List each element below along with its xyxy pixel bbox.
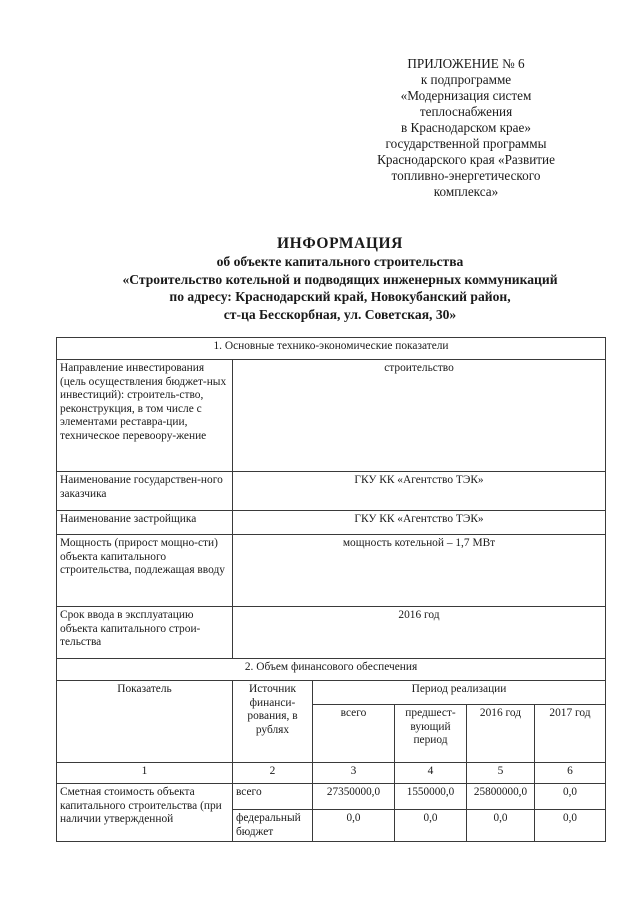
appendix-line: комплекса»	[433, 184, 499, 199]
commissioning-label: Срок ввода в эксплуатацию объекта капитального строи-тельства	[57, 607, 233, 659]
indicator-header: Показатель	[57, 681, 233, 763]
appendix-block	[360, 56, 572, 200]
source-cell: всего	[233, 784, 313, 810]
state-customer-label: Наименование государствен-ного заказчика	[57, 472, 233, 511]
column-number: 2	[233, 763, 313, 784]
heading-line: «Строительство котельной и подводящих инженерных коммуникаций	[122, 271, 558, 287]
document-heading	[60, 234, 620, 323]
column-number: 4	[395, 763, 467, 784]
capacity-value: мощность котельной – 1,7 МВт	[233, 535, 606, 607]
commissioning-value: 2016 год	[233, 607, 606, 659]
appendix-line: теплоснабжения	[419, 104, 513, 119]
year-2016-header: 2016 год	[467, 705, 535, 763]
state-customer-value: ГКУ КК «Агентство ТЭК»	[233, 472, 606, 511]
developer-value: ГКУ КК «Агентство ТЭК»	[233, 511, 606, 535]
appendix-line: ПРИЛОЖЕНИЕ № 6	[407, 56, 525, 71]
investment-direction-label: Направление инвестирования (цель осуществления бюджет-ных инвестиций): строитель-ство, реконструкция, в том числе с элементами реставра-ции, техническое перевоору-жение	[57, 360, 233, 472]
year-2017-header: 2017 год	[535, 705, 606, 763]
appendix-line: Краснодарского края «Развитие	[377, 152, 555, 167]
appendix-line: «Модернизация систем	[400, 88, 532, 103]
document-title: ИНФОРМАЦИЯ	[277, 235, 403, 252]
appendix-line: к подпрограмме	[420, 72, 512, 87]
appendix-line: топливно-энергетического	[391, 168, 541, 183]
object-info-table	[56, 337, 606, 842]
source-header: Источник финанси-рования, в рублях	[233, 681, 313, 763]
section2-title: 2. Объем финансового обеспечения	[57, 659, 606, 681]
year-2017-cell: 0,0	[535, 810, 606, 842]
year-2017-cell: 0,0	[535, 784, 606, 810]
estimated-cost-label: Сметная стоимость объекта капитального строительства (при наличии утвержденной	[57, 784, 233, 842]
heading-line: по адресу: Краснодарский край, Новокубанский район,	[169, 289, 511, 305]
period-header: Период реализации	[313, 681, 606, 705]
section1-title: 1. Основные технико-экономические показатели	[57, 338, 606, 360]
heading-line: об объекте капитального строительства	[216, 254, 464, 269]
year-2016-cell: 0,0	[467, 810, 535, 842]
column-number: 5	[467, 763, 535, 784]
total-header: всего	[313, 705, 395, 763]
source-cell: федеральный бюджет	[233, 810, 313, 842]
total-cell: 0,0	[313, 810, 395, 842]
appendix-line: государственной программы	[385, 136, 547, 151]
heading-line: ст-ца Бесскорбная, ул. Советская, 30»	[223, 306, 457, 322]
total-cell: 27350000,0	[313, 784, 395, 810]
previous-cell: 0,0	[395, 810, 467, 842]
appendix-line: в Краснодарском крае»	[401, 120, 531, 135]
previous-period-header: предшест-вующий период	[395, 705, 467, 763]
column-number: 6	[535, 763, 606, 784]
capacity-label: Мощность (прирост мощно-сти) объекта капитального строительства, подлежащая вводу	[57, 535, 233, 607]
investment-direction-value: строительство	[233, 360, 606, 472]
previous-cell: 1550000,0	[395, 784, 467, 810]
column-number: 1	[57, 763, 233, 784]
developer-label: Наименование застройщика	[57, 511, 233, 535]
column-number: 3	[313, 763, 395, 784]
year-2016-cell: 25800000,0	[467, 784, 535, 810]
